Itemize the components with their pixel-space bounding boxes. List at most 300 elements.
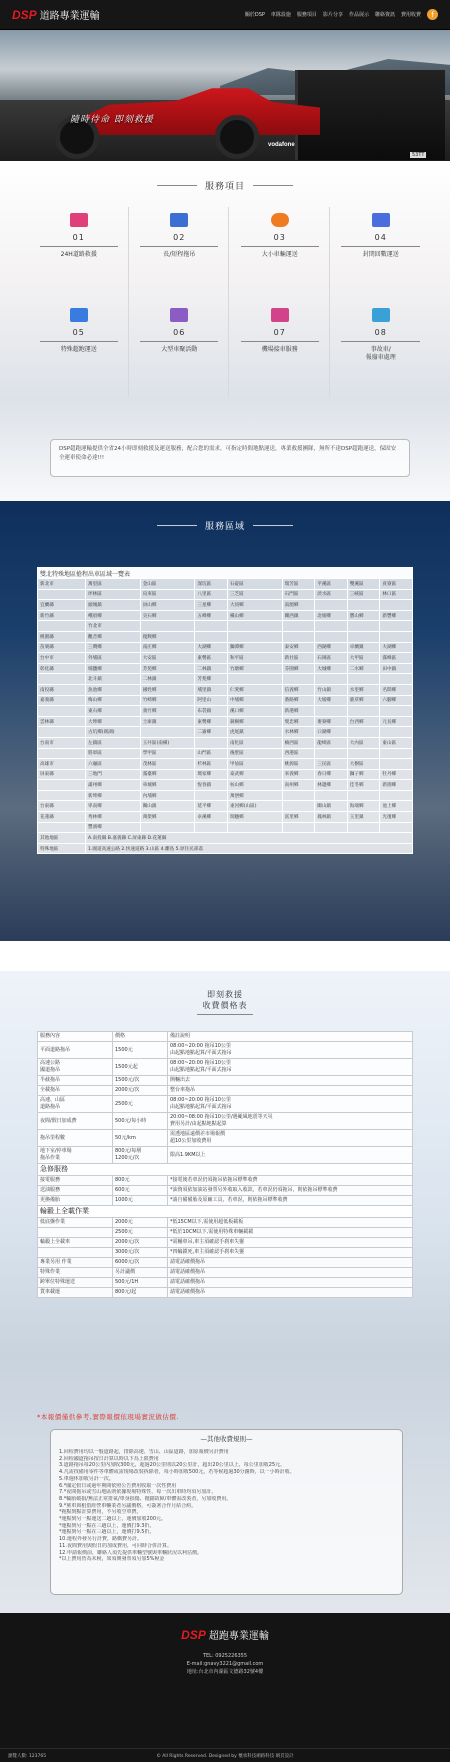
rule-item: 9.*黨車與租借經營車輛業者另議價格，可簽署合作月結合約。 <box>59 1502 197 1509</box>
area-town: 杉林區 <box>195 759 228 770</box>
rule-item: *運點到另一點運送二趟以上，運價加收200元。 <box>59 1516 167 1523</box>
area-row <box>38 610 413 621</box>
area-town: 石碇區 <box>227 579 282 590</box>
site-logo[interactable] <box>12 7 100 22</box>
area-district: 台南市 <box>38 737 86 748</box>
price-amount: 2000元/次 <box>113 1238 168 1248</box>
service-item[interactable] <box>231 302 330 397</box>
area-district: 台中市 <box>38 653 86 664</box>
sports-car-icon <box>271 213 289 227</box>
area-town: 和平區 <box>227 653 282 664</box>
price-amount: 800元/每層 1200元/次 <box>113 1147 168 1164</box>
area-town: 金山區 <box>140 579 195 590</box>
area-district: 花蓮縣 <box>38 812 86 823</box>
area-town: 西湖鄉 <box>315 642 348 653</box>
area-town: 外埔區 <box>86 653 141 664</box>
price-amount: 1500元/次 <box>113 1076 168 1086</box>
price-row <box>38 1147 413 1164</box>
price-note: *四輪鎖死,車主須確認手刹車失靈 <box>168 1248 413 1258</box>
area-town: 大湖鄉 <box>380 642 413 653</box>
area-town <box>347 748 380 759</box>
service-number: 07 <box>273 328 286 337</box>
area-district: 其他地區 <box>38 833 86 844</box>
area-town: 莿桐鄉 <box>227 716 282 727</box>
area-town: 泰安鄉 <box>282 642 315 653</box>
price-service: 服務內容 <box>38 1032 113 1042</box>
service-number: 08 <box>374 328 387 337</box>
pricing-warning: *本報價僅供參考,實際報價依現場實況做估價. <box>37 1413 179 1421</box>
area-town: 頭城鎮 <box>86 600 141 611</box>
area-town <box>315 600 348 611</box>
area-town <box>347 727 380 738</box>
area-town <box>347 790 380 801</box>
area-town: 泰武鄉 <box>227 769 282 780</box>
service-number: 06 <box>173 328 186 337</box>
area-town: 義竹鄉 <box>140 706 195 717</box>
price-row <box>38 1288 413 1298</box>
price-service: 輪轂上全載車 <box>38 1238 113 1248</box>
area-town: 台西鄉 <box>347 716 380 727</box>
area-town <box>282 631 315 642</box>
area-row <box>38 769 413 780</box>
area-town: 池上鄉 <box>380 801 413 812</box>
area-town: 鹿草鄉 <box>347 695 380 706</box>
area-district: 彰化縣 <box>38 663 86 674</box>
area-town: 富里鄉 <box>282 812 315 823</box>
area-town: 秀林鄉 <box>86 812 141 823</box>
area-town <box>380 759 413 770</box>
area-district <box>38 790 86 801</box>
area-row <box>38 727 413 738</box>
area-town: 古坑鄉(劍湖) <box>86 727 141 738</box>
area-row <box>38 579 413 590</box>
area-town: 萬里區 <box>86 579 141 590</box>
area-town: 六龜區 <box>86 759 141 770</box>
area-town: 新園鄉 <box>380 780 413 791</box>
area-town: 南州鄉 <box>282 780 315 791</box>
rules-title: —其他收費規則— <box>200 1435 253 1443</box>
price-row <box>38 1032 413 1042</box>
price-amount: 3000元/次 <box>113 1248 168 1258</box>
service-item[interactable] <box>131 302 230 397</box>
area-row <box>38 695 413 706</box>
service-item[interactable] <box>30 207 129 302</box>
main-nav <box>245 9 438 20</box>
area-town: 龍崎區 <box>315 737 348 748</box>
facebook-icon[interactable]: f <box>427 9 438 20</box>
car-livery-text: vodafone <box>268 142 295 148</box>
area-row <box>38 780 413 791</box>
pricing-heading <box>0 971 450 1015</box>
area-town <box>195 631 228 642</box>
area-row <box>38 716 413 727</box>
area-town <box>347 600 380 611</box>
area-town: 牡丹鄉 <box>380 769 413 780</box>
area-town: 大同鄉 <box>227 600 282 611</box>
area-town: 平溪區 <box>315 579 348 590</box>
area-town: 土庫鎮 <box>140 716 195 727</box>
area-town <box>282 801 315 812</box>
price-service: 專業另用 作業 <box>38 1258 113 1268</box>
nav-gallery[interactable]: 作品展示 <box>348 12 369 18</box>
area-town: 芬園鄉 <box>282 663 315 674</box>
area-district: 台東縣 <box>38 801 86 812</box>
area-district <box>38 822 86 833</box>
price-note: 20:00~08:00 拖吊10公里/遇颱風地震等天災 費用另計/由起點地點起算 <box>168 1113 413 1130</box>
rule-item: 3.道路拖吊每20公里內加收300元，超過20公里則以20公里計，超出20公里以上，每公里加收25元。 <box>59 1462 286 1469</box>
price-service: 接電服務 <box>38 1176 113 1186</box>
area-town: 海端鄉 <box>347 801 380 812</box>
area-town: 1.國道高速公路 2.快速道路 3.山區 4.離島 5.原住民部落 <box>86 843 413 854</box>
price-note: *低15CM以下,需使用超低板載板 <box>168 1218 413 1228</box>
price-note: *請自備備胎及原廠工具，若車況，則依拖吊標準收費 <box>168 1196 413 1206</box>
area-town <box>195 621 228 632</box>
nav-contact[interactable]: 聯絡資訊 <box>374 12 395 18</box>
area-district: 新竹縣 <box>38 610 86 621</box>
price-amount: 500元/1H <box>113 1278 168 1288</box>
price-amount: 800元/起 <box>113 1288 168 1298</box>
price-row <box>38 1076 413 1086</box>
area-town: 溪口鄉 <box>227 706 282 717</box>
footer-bottom-bar <box>0 1748 450 1762</box>
area-town: 觀音鄉 <box>86 631 141 642</box>
price-note: 08:00~20:00 拖吊10公里 由起點地點起算/平面式拖吊 <box>168 1042 413 1059</box>
footer-address: 地址:台北市內湖區文德路32號4樓 <box>186 1669 264 1675</box>
area-row <box>38 737 413 748</box>
price-note: *接電後若車況仍須拖吊依拖吊標準收費 <box>168 1176 413 1186</box>
nav-pricing[interactable]: 費用收費 <box>400 12 421 18</box>
area-town: 大埔鄉 <box>315 695 348 706</box>
other-rules-box <box>50 1429 403 1595</box>
area-town <box>380 600 413 611</box>
area-district: 雲林縣 <box>38 716 86 727</box>
area-town: 春日鄉 <box>315 769 348 780</box>
area-town: 關山鎮 <box>140 801 195 812</box>
price-note: 請電話確價拖吊 <box>168 1268 413 1278</box>
price-row <box>38 1258 413 1268</box>
area-town: 新社區 <box>282 653 315 664</box>
area-district: 屏東縣 <box>38 769 86 780</box>
service-label: 特殊超跑運送 <box>60 346 97 353</box>
price-section-heading: 輪轂上全載作業 <box>38 1206 413 1218</box>
area-town: 員山鄉 <box>140 600 195 611</box>
area-town <box>140 727 195 738</box>
area-town <box>315 706 348 717</box>
area-town: 大樹區 <box>347 759 380 770</box>
price-amount: 800元 <box>113 1176 168 1186</box>
price-service: 半截拖吊 <box>38 1076 113 1086</box>
area-town: 來義鄉 <box>282 769 315 780</box>
area-town: 二水鄉 <box>347 663 380 674</box>
service-label: 封閉回數運送 <box>362 251 399 258</box>
price-row <box>38 1096 413 1113</box>
area-town: 光復鄉 <box>380 812 413 823</box>
service-number: 05 <box>72 328 85 337</box>
hero-banner <box>0 30 450 161</box>
area-town: 鳳林鎮 <box>315 812 348 823</box>
area-town: 豐濱鄉 <box>86 822 141 833</box>
price-amount: 500元/每小時 <box>113 1113 168 1130</box>
area-town <box>282 790 315 801</box>
area-town: 大湖鄉 <box>195 642 228 653</box>
price-note: 請電話確價拖吊 <box>168 1288 413 1298</box>
area-town <box>347 674 380 685</box>
area-town: 學甲區 <box>140 748 195 759</box>
price-note: 備註說明 <box>168 1032 413 1042</box>
area-town: 桃源區 <box>282 759 315 770</box>
area-district <box>38 621 86 632</box>
service-label: 大型車聚活動 <box>161 346 198 353</box>
area-town: 後壁區 <box>227 748 282 759</box>
area-town: 大安區 <box>140 653 195 664</box>
area-town: 阿里山 <box>195 695 228 706</box>
area-town: 北斗鎮 <box>86 674 141 685</box>
area-town: 三灣鄉 <box>86 642 141 653</box>
price-amount: 2000元/次 <box>113 1086 168 1096</box>
logo-mark: DSP <box>12 7 37 22</box>
area-district <box>38 727 86 738</box>
price-row <box>38 1130 413 1147</box>
price-row <box>38 1086 413 1096</box>
area-town <box>315 674 348 685</box>
area-row <box>38 706 413 717</box>
price-row <box>38 1248 413 1258</box>
area-row <box>38 663 413 674</box>
area-row <box>38 684 413 695</box>
area-row <box>38 642 413 653</box>
area-town <box>380 631 413 642</box>
area-town: 茂林區 <box>140 759 195 770</box>
pricing-title-2: 收費價格表 <box>202 1001 248 1010</box>
footer-tel[interactable]: TEL: 0925226355 <box>202 1653 248 1659</box>
nav-about[interactable]: 關於DSP <box>244 12 265 18</box>
area-town: 褒忠鄉 <box>282 716 315 727</box>
area-town: 玉里鎮 <box>347 812 380 823</box>
nav-services[interactable]: 服務項目 <box>296 12 317 18</box>
area-town: 東石鄉 <box>86 706 141 717</box>
area-town <box>347 621 380 632</box>
area-town: 三芝區 <box>227 589 282 600</box>
price-service <box>38 1228 113 1238</box>
area-town: 車城鄉 <box>140 780 195 791</box>
area-town: 番路鄉 <box>282 695 315 706</box>
area-town: 中埔鄉 <box>227 695 282 706</box>
car-wheel-rear <box>215 115 259 159</box>
pricing-title-1: 即刻救援 <box>207 990 243 999</box>
area-town <box>380 674 413 685</box>
rule-item: *拖點到點計算費用，不另收空車費。 <box>59 1509 142 1516</box>
price-amount: 2500元 <box>113 1096 168 1113</box>
service-item[interactable] <box>131 207 230 302</box>
price-amount: 6000元/次 <box>113 1258 168 1268</box>
service-item[interactable] <box>332 302 431 397</box>
area-town <box>380 748 413 759</box>
price-row <box>38 1268 413 1278</box>
enclosed-truck-icon <box>372 213 390 227</box>
rule-item: 2.回程國道拖吊按日計算以時以下為上限費用 <box>59 1455 159 1462</box>
area-town: 二崙鄉 <box>195 727 228 738</box>
area-table-title: 雙北特殊地區搶程出車區域一覽表 <box>38 568 413 579</box>
service-number: 03 <box>273 233 286 242</box>
area-town: 貢寮區 <box>380 579 413 590</box>
area-town: 關西鎮 <box>282 610 315 621</box>
price-row <box>38 1113 413 1130</box>
area-town: 大城鄉 <box>315 663 348 674</box>
top-bar <box>0 0 450 30</box>
area-town: 名間鄉 <box>380 684 413 695</box>
area-town: 大埤鄉 <box>86 716 141 727</box>
area-town <box>195 790 228 801</box>
area-district <box>38 780 86 791</box>
area-row <box>38 600 413 611</box>
nav-videos[interactable]: 影片分享 <box>322 12 343 18</box>
area-town: 東勢鄉 <box>195 716 228 727</box>
area-town: 萬榮鄉 <box>140 812 195 823</box>
service-item[interactable] <box>30 302 129 397</box>
area-town: 竹山鎮 <box>315 684 348 695</box>
area-town: 楠西區 <box>282 737 315 748</box>
price-section-heading: 急修服務 <box>38 1164 413 1176</box>
price-service: 高速公路 國道拖吊 <box>38 1059 113 1076</box>
area-town: 甲仙區 <box>227 759 282 770</box>
area-town: 三民區 <box>315 759 348 770</box>
price-note: 整台車拖吊 <box>168 1086 413 1096</box>
area-town: 尖石鄉 <box>140 610 195 621</box>
area-town: 枋山鄉 <box>227 780 282 791</box>
area-town: 國姓鄉 <box>140 684 195 695</box>
area-town: 瑪家鄉 <box>195 769 228 780</box>
price-note: *需輔車吊,車主須確認手刹車失靈 <box>168 1238 413 1248</box>
area-town: 芳苑鄉 <box>140 663 195 674</box>
services-intro: DSP超跑運輸提供全省24小時即刻救援及運送服務，配合您的需求，可指定時間地點運送，專業救援團隊，無所不達DSP超跑運送，保固安全運車使命必達!!! <box>50 439 410 477</box>
area-town: 萬巒鄉 <box>227 790 282 801</box>
area-town: 烏來區 <box>140 589 195 600</box>
copyright: © All Rights Reserved. Designed by 璽承科技網路科技 網頁設計 <box>156 1753 294 1759</box>
area-town: 新埤鄉 <box>86 790 141 801</box>
area-town: 五峰鄉 <box>195 610 228 621</box>
footer-email[interactable]: E-mail:gnavy3221@gmail.com <box>186 1661 264 1667</box>
price-note: 08:00~20:00 拖吊10公里 由起點地點起算/平面式拖吊 <box>168 1096 413 1113</box>
area-town: 虎尾鎮 <box>227 727 282 738</box>
area-district: 苗栗縣 <box>38 642 86 653</box>
price-service: 貨車載運 <box>38 1288 113 1298</box>
rule-item: 11.夜間費用與假日的加成費用，可同時合併計算。 <box>59 1542 172 1549</box>
area-town: 佳冬鄉 <box>347 780 380 791</box>
area-district: 特殊地區 <box>38 843 86 854</box>
area-district: 高雄市 <box>38 759 86 770</box>
area-district <box>38 674 86 685</box>
price-amount: 另計議價 <box>113 1268 168 1278</box>
price-service: 低底盤作業 <box>38 1218 113 1228</box>
area-town <box>380 706 413 717</box>
area-town: 三地門 <box>86 769 141 780</box>
area-title: 服務區域 <box>204 522 245 532</box>
accident-car-icon <box>372 308 390 322</box>
airport-pickup-icon <box>271 308 289 322</box>
area-town <box>380 822 413 833</box>
area-town: 竹塘鄉 <box>227 663 282 674</box>
area-town: 芳苑鄉 <box>195 674 228 685</box>
service-item[interactable] <box>231 207 330 302</box>
rule-item: *以上費用皆為未稅，如須開發票須另加5%稅金 <box>59 1556 165 1563</box>
area-town: 竹北市 <box>86 621 141 632</box>
price-service: 送油服務 <box>38 1186 113 1196</box>
area-town: 東山區 <box>380 737 413 748</box>
area-town: 峨眉鄉 <box>86 610 141 621</box>
rule-item: *運點到另一點在三趟以上，運價打9.5折。 <box>59 1529 155 1536</box>
services-heading <box>0 161 450 192</box>
area-town: 新港鄉 <box>282 706 315 717</box>
service-label: 24H道路救援 <box>60 251 97 258</box>
area-town: 卓蘭鎮 <box>347 642 380 653</box>
area-town <box>140 822 195 833</box>
area-town: 南化區 <box>227 737 282 748</box>
area-town: 獅潭鄉 <box>227 642 282 653</box>
area-town: 大內區 <box>347 737 380 748</box>
area-town: 信義鄉 <box>282 684 315 695</box>
area-row <box>38 833 413 844</box>
area-town: 東河鄉(山區) <box>227 801 282 812</box>
area-town: 三峽區 <box>347 589 380 600</box>
footer-logo-mark: DSP <box>181 1627 206 1642</box>
area-town <box>195 822 228 833</box>
area-town: 南庄鄉 <box>140 642 195 653</box>
area-town: 水里鄉 <box>347 684 380 695</box>
area-town <box>282 621 315 632</box>
area-district: 嘉義縣 <box>38 695 86 706</box>
service-item[interactable] <box>332 207 431 302</box>
rules-list <box>59 1449 394 1563</box>
nav-fleet[interactable]: 車隊設施 <box>270 12 291 18</box>
area-town: 六腳鄉 <box>380 695 413 706</box>
area-district: 南投縣 <box>38 684 86 695</box>
area-town: 三星鄉 <box>195 600 228 611</box>
area-town <box>347 631 380 642</box>
area-town: 南澳鄉 <box>282 600 315 611</box>
price-note: 需透地區遠價差市場報價 超10公里加收費用 <box>168 1130 413 1147</box>
services-grid <box>30 207 430 397</box>
area-town <box>315 621 348 632</box>
area-row <box>38 631 413 642</box>
area-town: 西港區 <box>282 748 315 759</box>
area-town: 八里區 <box>195 589 228 600</box>
rule-item: 10.運程外發另行計費，路橋費另計。 <box>59 1536 142 1543</box>
rule-item: 12.申請報價前，聯絡人須先提供車輛型號與車輛狀況以利估價。 <box>59 1549 202 1556</box>
price-service: 高速、山區 道路拖吊 <box>38 1096 113 1113</box>
area-town: 元長鄉 <box>380 716 413 727</box>
price-note: *油資須依加油站發票另外收取入收款，若車況仍須拖吊，則依拖吊標準收費 <box>168 1186 413 1196</box>
area-town: 內埔鄉 <box>140 790 195 801</box>
area-town: 延平鄉 <box>195 801 228 812</box>
rule-item: 6.*國定假日或過年期間依照公告費用收取一次性費用 <box>59 1482 177 1489</box>
area-town: 麥寮鄉 <box>315 716 348 727</box>
area-row <box>38 621 413 632</box>
area-town: 玉井區(南橫) <box>140 737 195 748</box>
supercar-icon <box>70 308 88 322</box>
area-town: 寶山鄉 <box>347 610 380 621</box>
price-amount: 600元 <box>113 1186 168 1196</box>
area-row <box>38 748 413 759</box>
area-town: 北埔鄉 <box>315 610 348 621</box>
price-amount: 2500元 <box>113 1228 168 1238</box>
area-town <box>195 737 228 748</box>
service-number: 02 <box>173 233 186 242</box>
price-row <box>38 1042 413 1059</box>
rule-item: 4.凡需找備用零件等車體或需現場改裝拆除者，每小時加收500元，若等候超過30分鐘時，以一小時計收。 <box>59 1469 295 1476</box>
service-label: 機場接車服務 <box>261 346 298 353</box>
price-row <box>38 1218 413 1228</box>
area-town <box>347 706 380 717</box>
